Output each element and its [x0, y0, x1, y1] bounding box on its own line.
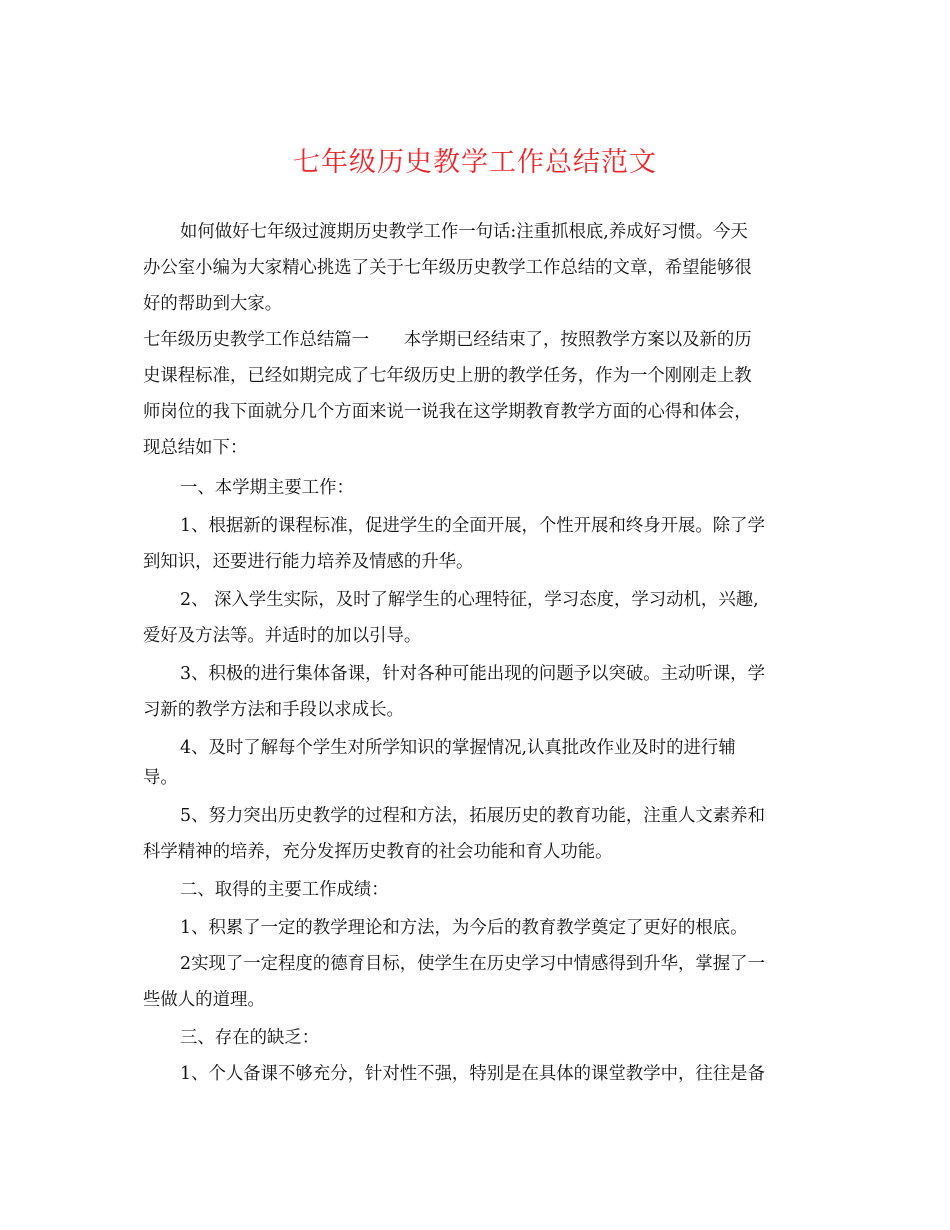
paragraph-line: 4、及时了解每个学生对所学知识的掌握情况,认真批改作业及时的进行辅 — [180, 738, 736, 758]
paragraph-line: 史课程标准，已经如期完成了七年级历史上册的教学任务，作为一个刚刚走上教 — [143, 366, 752, 386]
paragraph-line: 3、积极的进行集体备课，针对各种可能出现的问题予以突破。主动听课，学 — [180, 664, 765, 684]
paragraph-line: 2、 深入学生实际，及时了解学生的心理特征，学习态度，学习动机，兴趣, — [180, 590, 759, 610]
paragraph-line: 爱好及方法等。并适时的加以引导。 — [143, 626, 422, 646]
paragraph-line: 1、个人备课不够充分，针对性不强，特别是在具体的课堂教学中，往往是备 — [180, 1064, 765, 1084]
paragraph-line: 现总结如下： — [143, 438, 248, 458]
paragraph-line: 好的帮助到大家。 — [143, 294, 283, 314]
paragraph-line: 科学精神的培养，充分发挥历史教育的社会功能和育人功能。 — [143, 842, 613, 862]
section-heading: 二、取得的主要工作成绩： — [180, 880, 389, 900]
section-heading: 一、本学期主要工作： — [180, 478, 354, 498]
document-title: 七年级历史教学工作总结范文 — [293, 147, 657, 178]
paragraph-line: 到知识，还要进行能力培养及情感的升华。 — [143, 552, 474, 572]
paragraph-line: 5、努力突出历史教学的过程和方法，拓展历史的教育功能，注重人文素养和 — [180, 806, 765, 826]
paragraph-line: 1、积累了一定的教学理论和方法，为今后的教育教学奠定了更好的根底。 — [180, 918, 748, 938]
paragraph-line: 1、根据新的课程标准，促进学生的全面开展，个性开展和终身开展。除了学 — [180, 516, 765, 536]
paragraph-line: 如何做好七年级过渡期历史教学工作一句话:注重抓根底,养成好习惯。今天 — [180, 222, 748, 242]
paragraph-line: 师岗位的我下面就分几个方面来说一说我在这学期教育教学方面的心得和体会， — [143, 402, 752, 422]
paragraph-line: 2实现了一定程度的德育目标，使学生在历史学习中情感得到升华，掌握了一 — [180, 954, 765, 974]
paragraph-line: 七年级历史教学工作总结篇一 本学期已经结束了，按照教学方案以及新的历 — [143, 330, 752, 350]
paragraph-line: 些做人的道理。 — [143, 990, 265, 1010]
section-heading: 三、存在的缺乏： — [180, 1028, 320, 1048]
paragraph-line: 习新的教学方法和手段以求成长。 — [143, 700, 404, 720]
paragraph-line: 办公室小编为大家精心挑选了关于七年级历史教学工作总结的文章，希望能够很 — [143, 258, 752, 278]
paragraph-line: 导。 — [143, 768, 178, 788]
